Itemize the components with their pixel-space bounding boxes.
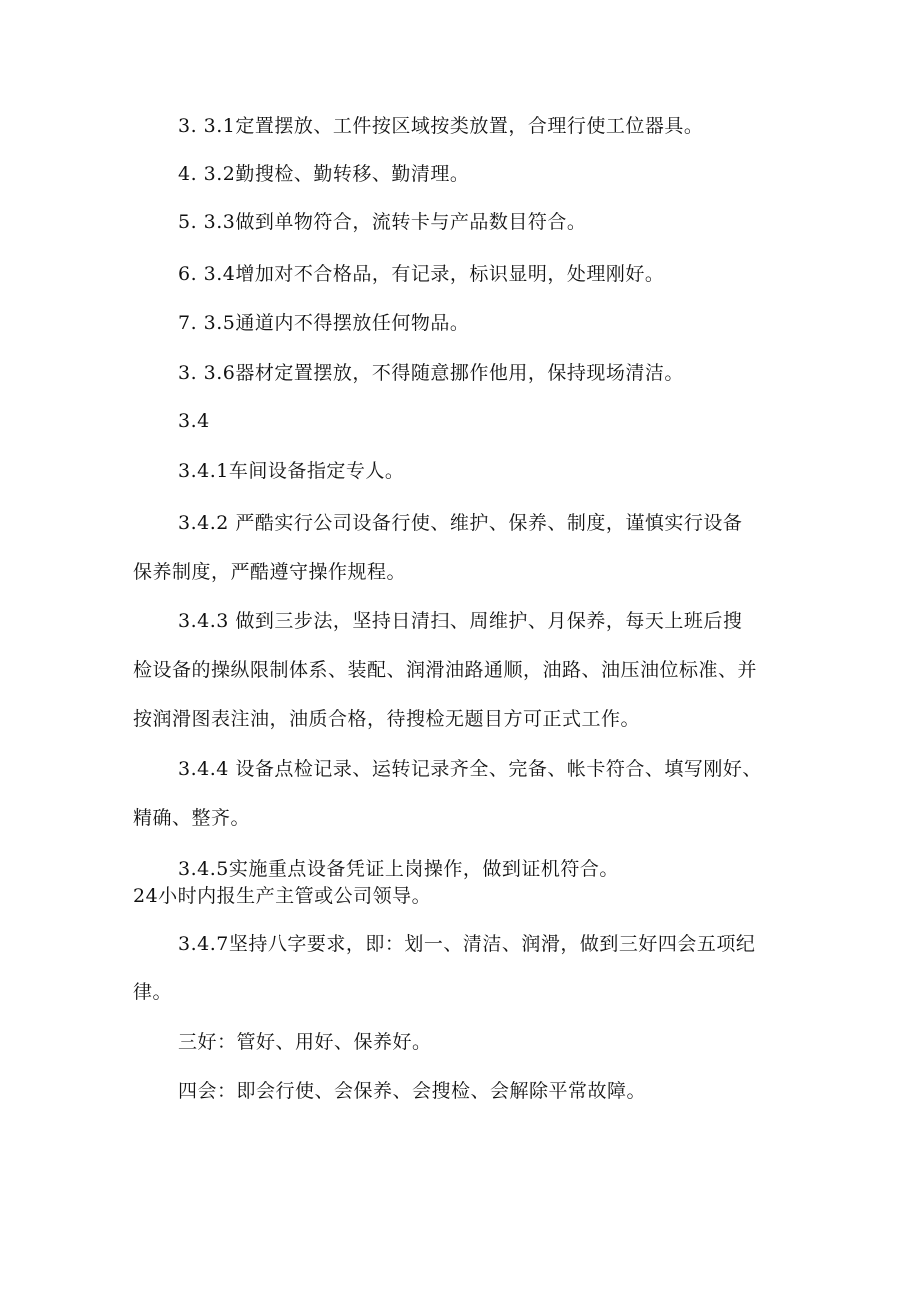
paragraph-line: 精确、整齐。 <box>133 807 251 829</box>
paragraph-line: 7. 3.5通道内不得摆放任何物品。 <box>178 312 470 334</box>
paragraph-line: 律。 <box>133 981 173 1003</box>
paragraph-line: 检设备的操纵限制体系、装配、润滑油路通顺，油路、油压油位标准、并 <box>133 659 758 681</box>
paragraph-line: 保养制度，严酷遵守操作规程。 <box>133 561 407 583</box>
paragraph-line: 四会：即会行使、会保养、会搜检、会解除平常故障。 <box>178 1080 647 1102</box>
paragraph-line: 3.4.3 做到三步法，坚持日清扫、周维护、月保养，每天上班后搜 <box>178 610 743 632</box>
paragraph-line: 24小时内报生产主管或公司领导。 <box>133 885 432 907</box>
paragraph-line: 3.4.4 设备点检记录、运转记录齐全、完备、帐卡符合、填写刚好、 <box>178 758 762 780</box>
paragraph-line: 按润滑图表注油，油质合格，待搜检无题目方可正式工作。 <box>133 708 641 730</box>
paragraph-line: 3.4.5实施重点设备凭证上岗操作，做到证机符合。 <box>178 858 619 880</box>
paragraph-line: 3.4.1车间设备指定专人。 <box>178 460 405 482</box>
paragraph-line: 3. 3.1定置摆放、工件按区域按类放置，合理行使工位器具。 <box>178 115 704 137</box>
paragraph-line: 三好：管好、用好、保养好。 <box>178 1031 432 1053</box>
paragraph-line: 3. 3.6器材定置摆放，不得随意挪作他用，保持现场清洁。 <box>178 362 684 384</box>
paragraph-line: 4. 3.2勤搜检、勤转移、勤清理。 <box>178 163 470 185</box>
paragraph-line: 5. 3.3做到单物符合，流转卡与产品数目符合。 <box>178 211 587 233</box>
section-heading: 3.4 <box>178 410 210 432</box>
paragraph-line: 3.4.2 严酷实行公司设备行使、维护、保养、制度，谨慎实行设备 <box>178 512 743 534</box>
paragraph-line: 6. 3.4增加对不合格品，有记录，标识显明，处理刚好。 <box>178 263 665 285</box>
paragraph-line: 3.4.7坚持八字要求，即：划一、清洁、润滑，做到三好四会五项纪 <box>178 933 756 955</box>
